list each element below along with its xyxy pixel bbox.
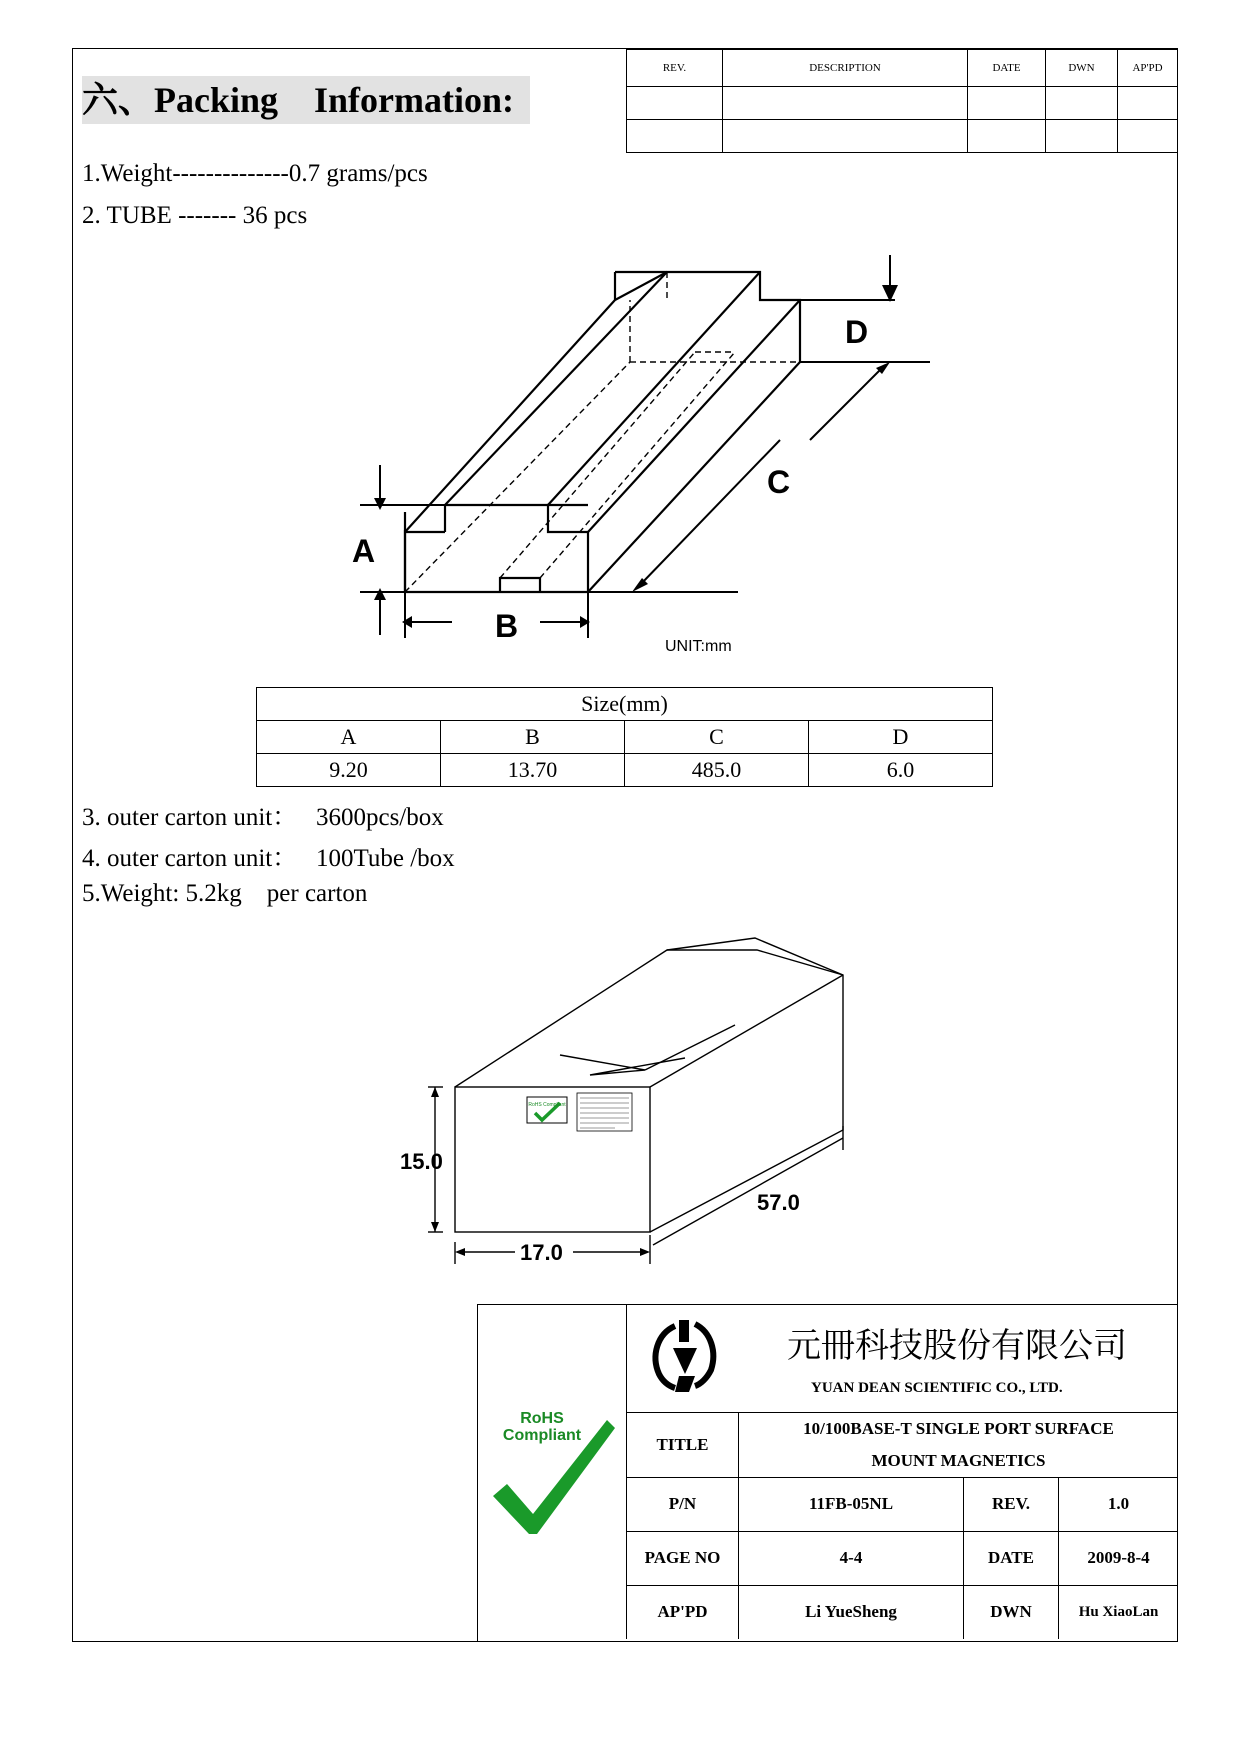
weight-line: 1.Weight--------------0.7 grams/pcs xyxy=(82,160,428,187)
carton-rohs-label xyxy=(527,1097,567,1123)
title-value xyxy=(739,1412,1179,1477)
carton-diagram xyxy=(395,930,865,1265)
company-name-cn: 元冊科技股份有限公司 xyxy=(787,1326,1127,1366)
title-label: TITLE xyxy=(627,1412,739,1477)
rohs-badge xyxy=(485,1410,620,1540)
size-header-a: A xyxy=(257,721,441,754)
title-value-line-1: 10/100BASE-T SINGLE PORT SURFACE xyxy=(803,1418,1114,1438)
date-header: DATE xyxy=(968,50,1046,87)
tube-profile xyxy=(405,505,588,592)
appd-value: Li YueSheng xyxy=(739,1585,964,1639)
date-label: DATE xyxy=(964,1531,1059,1585)
dwn-header: DWN xyxy=(1046,50,1118,87)
carton-width-label: 17.0 xyxy=(520,1240,563,1265)
dwn-label: DWN xyxy=(964,1585,1059,1639)
rev-label: REV. xyxy=(964,1477,1059,1531)
checkmark-icon xyxy=(485,1416,620,1540)
carton-height-label: 15.0 xyxy=(400,1149,443,1174)
description-header: DESCRIPTION xyxy=(723,50,968,87)
title-value-line-2: MOUNT MAGNETICS xyxy=(871,1450,1046,1470)
size-value-a: 9.20 xyxy=(257,754,441,787)
carton-weight-line: 5.Weight: 5.2kg per carton xyxy=(82,880,368,907)
dwn-value: Hu XiaoLan xyxy=(1059,1585,1179,1639)
dim-label-d: D xyxy=(845,314,869,350)
tube-diagram xyxy=(330,240,950,660)
revision-row xyxy=(627,120,1178,153)
unit-label: UNIT:mm xyxy=(665,638,732,655)
page-title: 六、Packing Information: xyxy=(82,76,530,124)
company-name-en: YUAN DEAN SCIENTIFIC CO., LTD. xyxy=(811,1380,1063,1396)
size-header-b: B xyxy=(441,721,625,754)
pn-label: P/N xyxy=(627,1477,739,1531)
rohs-text: RoHS Compliant xyxy=(502,1410,582,1444)
carton-rohs-text: RoHS Compliant xyxy=(528,1102,566,1108)
size-value-c: 485.0 xyxy=(625,754,809,787)
dim-label-b: B xyxy=(495,608,519,644)
rev-header: REV. xyxy=(627,50,723,87)
appd-header: AP'PD xyxy=(1118,50,1178,87)
size-table xyxy=(256,687,993,787)
size-value-d: 6.0 xyxy=(809,754,993,787)
dim-label-a: A xyxy=(352,533,376,569)
appd-label: AP'PD xyxy=(627,1585,739,1639)
tube-line: 2. TUBE ------- 36 pcs xyxy=(82,202,308,229)
page-no-value: 4-4 xyxy=(739,1531,964,1585)
size-table-caption: Size(mm) xyxy=(257,688,993,721)
carton-length-label: 57.0 xyxy=(757,1190,800,1215)
size-header-c: C xyxy=(625,721,809,754)
company-cell xyxy=(627,1304,1179,1412)
date-value: 2009-8-4 xyxy=(1059,1531,1179,1585)
revision-row xyxy=(627,87,1178,120)
carton-pcs-line: 3. outer carton unit： 3600pcs/box xyxy=(82,804,444,831)
carton-info-label xyxy=(577,1093,632,1131)
size-value-b: 13.70 xyxy=(441,754,625,787)
revision-table xyxy=(626,49,1178,153)
carton-tube-line: 4. outer carton unit： 100Tube /box xyxy=(82,845,455,872)
rev-value: 1.0 xyxy=(1059,1477,1179,1531)
size-header-d: D xyxy=(809,721,993,754)
company-logo-icon xyxy=(645,1316,725,1396)
dim-label-c: C xyxy=(767,464,791,500)
page-no-label: PAGE NO xyxy=(627,1531,739,1585)
pn-value: 11FB-05NL xyxy=(739,1477,964,1531)
title-block-grid xyxy=(626,1304,1178,1639)
